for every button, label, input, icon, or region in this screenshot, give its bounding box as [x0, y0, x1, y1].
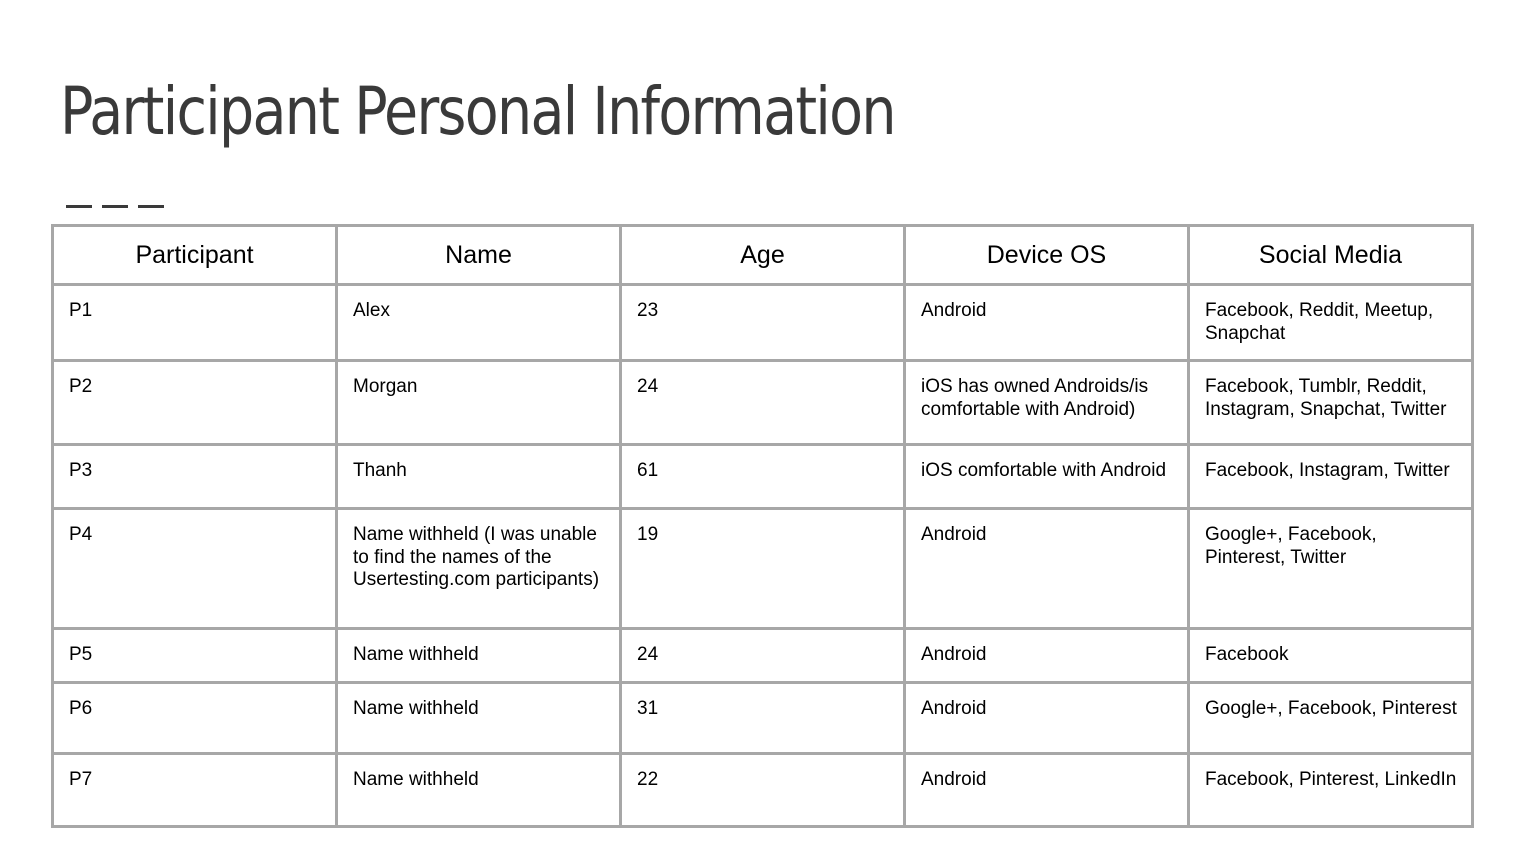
cell-name: Thanh: [337, 445, 621, 509]
cell-age: 19: [621, 509, 905, 629]
cell-age: 24: [621, 629, 905, 683]
cell-social-media: Facebook, Tumblr, Reddit, Instagram, Snapchat, Twitter: [1189, 361, 1473, 445]
cell-name: Name withheld (I was unable to find the names of the Usertesting.com participants): [337, 509, 621, 629]
cell-social-media: Google+, Facebook, Pinterest: [1189, 683, 1473, 754]
cell-device-os: Android: [905, 285, 1189, 361]
cell-device-os: Android: [905, 629, 1189, 683]
cell-participant: P5: [53, 629, 337, 683]
table-header-row: [53, 226, 1473, 285]
page-title: Participant Personal Information: [60, 73, 895, 150]
cell-device-os: Android: [905, 754, 1189, 827]
cell-age: 22: [621, 754, 905, 827]
cell-age: 24: [621, 361, 905, 445]
table-row: [53, 629, 1473, 683]
accent-dash: [138, 205, 164, 208]
cell-participant: P4: [53, 509, 337, 629]
cell-name: Name withheld: [337, 629, 621, 683]
cell-social-media: Facebook, Pinterest, LinkedIn: [1189, 754, 1473, 827]
cell-participant: P7: [53, 754, 337, 827]
column-header-participant: Participant: [53, 226, 337, 285]
cell-social-media: Facebook, Instagram, Twitter: [1189, 445, 1473, 509]
table-row: [53, 754, 1473, 827]
cell-name: Name withheld: [337, 683, 621, 754]
cell-name: Alex: [337, 285, 621, 361]
cell-participant: P6: [53, 683, 337, 754]
cell-social-media: Google+, Facebook, Pinterest, Twitter: [1189, 509, 1473, 629]
table-row: [53, 361, 1473, 445]
cell-age: 31: [621, 683, 905, 754]
column-header-device-os: Device OS: [905, 226, 1189, 285]
title-accent-divider: [66, 205, 164, 208]
cell-participant: P3: [53, 445, 337, 509]
accent-dash: [66, 205, 92, 208]
cell-name: Name withheld: [337, 754, 621, 827]
table-row: [53, 285, 1473, 361]
participant-info-table: [51, 224, 1474, 828]
cell-social-media: Facebook, Reddit, Meetup, Snapchat: [1189, 285, 1473, 361]
cell-participant: P1: [53, 285, 337, 361]
column-header-age: Age: [621, 226, 905, 285]
cell-age: 23: [621, 285, 905, 361]
cell-age: 61: [621, 445, 905, 509]
column-header-social-media: Social Media: [1189, 226, 1473, 285]
table-row: [53, 445, 1473, 509]
table-row: [53, 509, 1473, 629]
accent-dash: [102, 205, 128, 208]
cell-social-media: Facebook: [1189, 629, 1473, 683]
table-row: [53, 683, 1473, 754]
cell-device-os: iOS comfortable with Android: [905, 445, 1189, 509]
cell-name: Morgan: [337, 361, 621, 445]
cell-device-os: Android: [905, 683, 1189, 754]
cell-device-os: Android: [905, 509, 1189, 629]
cell-device-os: iOS has owned Androids/is comfortable with Android): [905, 361, 1189, 445]
cell-participant: P2: [53, 361, 337, 445]
column-header-name: Name: [337, 226, 621, 285]
